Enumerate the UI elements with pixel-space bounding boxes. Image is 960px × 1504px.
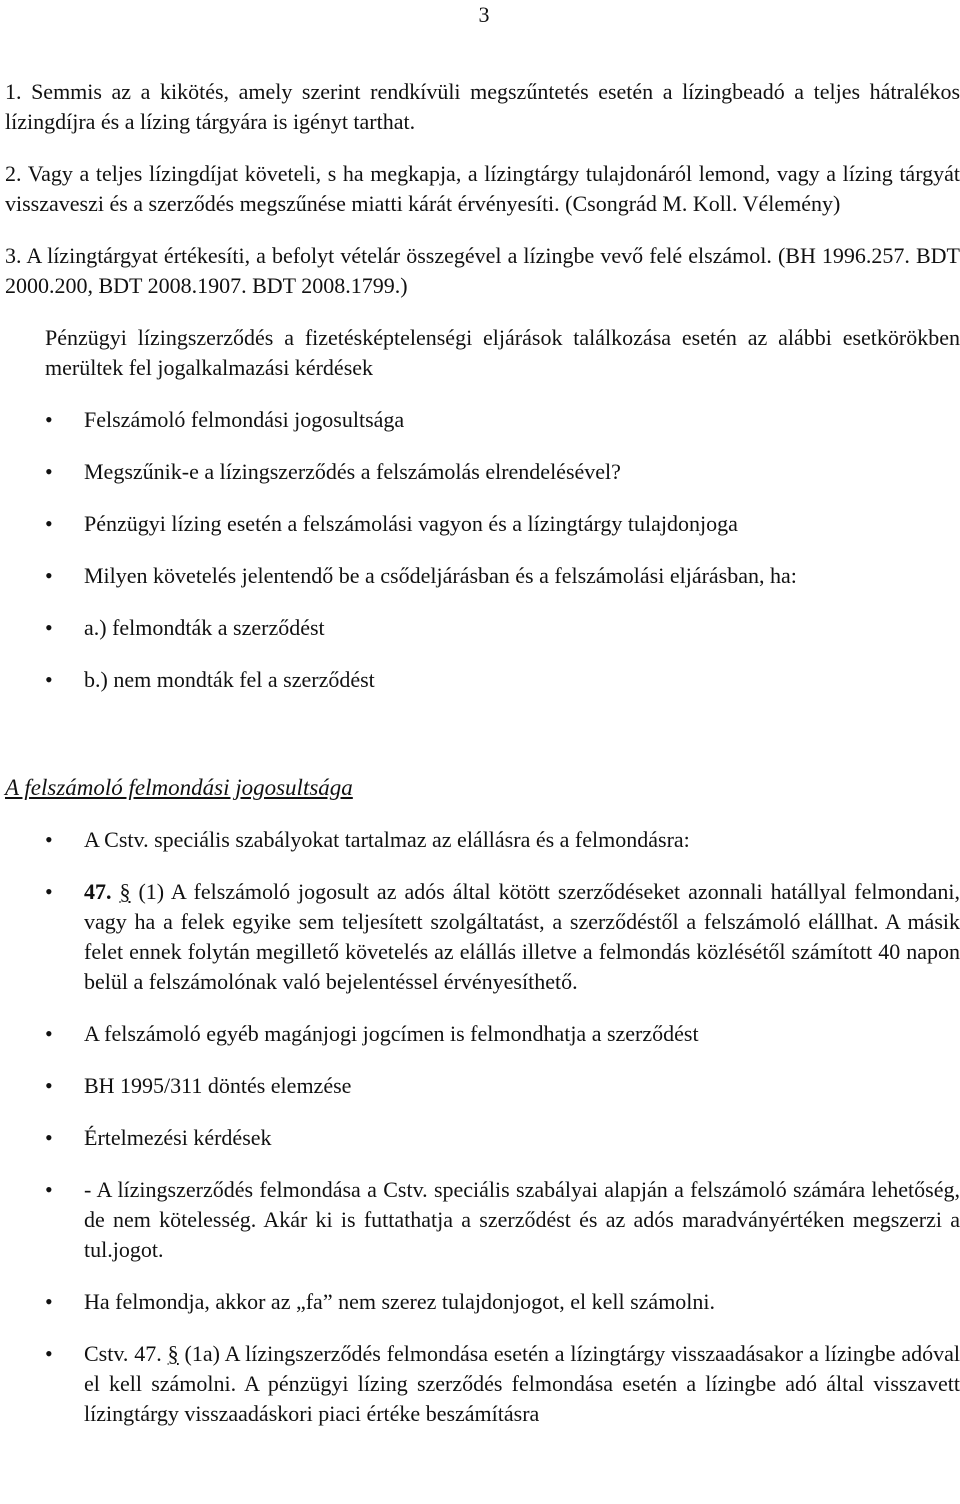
point-3: 3. A lízingtárgyat értékesíti, a befolyt vételár összegével a lízingbe vevő felé elszámol. (BH 1996.257. BDT 2000.200, BDT 2008.1907. BDT 2008.1799.) (5, 243, 960, 298)
list-item: • Pénzügyi lízing esetén a felszámolási vagyon és a lízingtárgy tulajdonjoga (5, 509, 960, 539)
question-list (5, 405, 960, 695)
fa-note-item: • Ha felmondja, akkor az „fa” nem szerez tulajdonjogot, el kell számolni. (5, 1287, 960, 1317)
intro-paragraph: Pénzügyi lízingszerződés a fizetésképtelenségi eljárások találkozása esetén az alábbi esetkörökben merültek fel jogalkalmazási kérdések (45, 325, 960, 380)
list-item: • b.) nem mondták fel a szerződést (5, 665, 960, 695)
section-heading: A felszámoló felmondási jogosultsága (5, 775, 353, 800)
point-1: 1. Semmis az a kikötés, amely szerint rendkívüli megszűntetés esetén a lízingbeadó a teljes hátralékos lízingdíjra és a lízing tárgyára is igényt tarthat. (5, 79, 960, 134)
paragraph-47-number: 47. (84, 879, 112, 904)
private-law-item: • A felszámoló egyéb magánjogi jogcímen is felmondhatja a szerződést (5, 1019, 960, 1049)
cstv-intro-item: • A Cstv. speciális szabályokat tartalmaz az elállásra és a felmondásra: (5, 825, 960, 855)
document-body (5, 77, 960, 1451)
list-item: • Felszámoló felmondási jogosultsága (5, 405, 960, 435)
paragraph-47a-item (5, 1339, 960, 1429)
section-mark: § (119, 879, 131, 904)
section-mark: § (167, 1341, 179, 1366)
interpretation-item: • Értelmezési kérdések (5, 1123, 960, 1153)
list-item: • Milyen követelés jelentendő be a csődeljárásban és a felszámolási eljárásban, ha: (5, 561, 960, 591)
paragraph-47a-text: (1a) A lízingszerződés felmondása esetén a lízingtárgy visszaadásakor a lízingbe adóval el kell számolni. A pénzügyi lízing szerződés felmondása esetén a lízingbe adó által visszavett lízingtárgy visszaadáskori piaci értéke beszámításra (84, 1341, 960, 1426)
list-item: • a.) felmondták a szerződést (5, 613, 960, 643)
list-item: • Megszűnik-e a lízingszerződés a felszámolás elrendelésével? (5, 457, 960, 487)
paragraph-47a-number: Cstv. 47. (84, 1341, 162, 1366)
page-number: 3 (478, 2, 490, 27)
numbered-points (5, 77, 960, 301)
paragraph-47-text: (1) A felszámoló jogosult az adós által kötött szerződéseket azonnali hatállyal felmondani, vagy ha a felek egyike sem teljesített szolgáltatást, a szerződéstől a felszámoló elállhat. A másik felet ennek folytán megillető követelés az elállás illetve a felmondás közlésétől számított 40 napon belül a felszámolónak való bejelentéssel érvényesíthető. (84, 879, 960, 994)
point-2: 2. Vagy a teljes lízingdíjat követeli, s ha megkapja, a lízingtárgy tulajdonáról lemond, vagy a lízing tárgyát visszaveszi és a szerződés megszűnése miatti kárát érvényesíti. (Csongrád M. Koll. Vélemény) (5, 161, 960, 216)
paragraph-47-item (5, 877, 960, 997)
section-list (5, 825, 960, 1429)
bh-case-item: • BH 1995/311 döntés elemzése (5, 1071, 960, 1101)
not-obligation-item: • - A lízingszerződés felmondása a Cstv. speciális szabályai alapján a felszámoló számára lehetőség, de nem kötelesség. Akár ki is futtathatja a szerződést és az adós maradványértéken megszerzi a tul.jogot. (5, 1175, 960, 1265)
